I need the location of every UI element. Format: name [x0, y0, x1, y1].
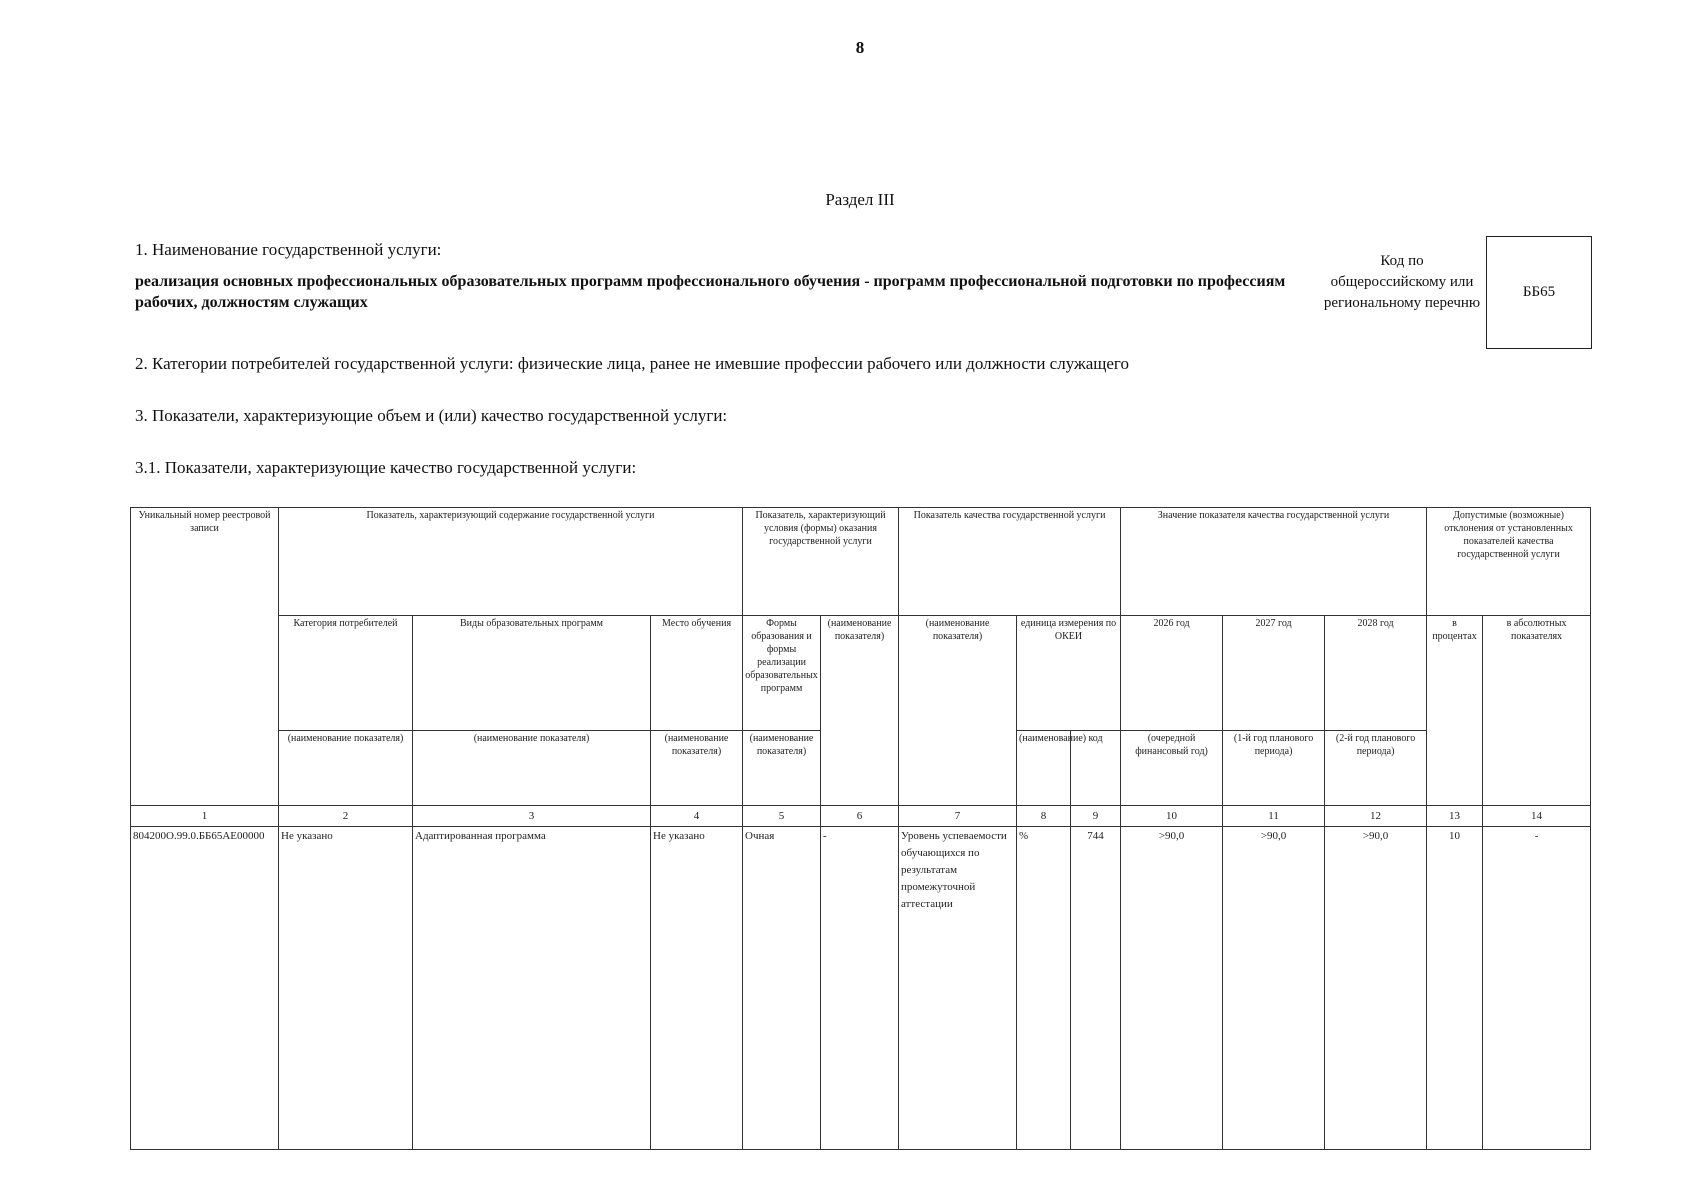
column-number: 7: [899, 806, 1017, 827]
cell-value-2028: >90,0: [1325, 827, 1427, 1150]
header-unit-okei: единица измерения по ОКЕИ: [1017, 616, 1121, 731]
cell-program-type: Адаптированная программа: [413, 827, 651, 1150]
header-percent: в процентах: [1427, 616, 1483, 806]
header-indicator-name-6: (наименование показателя): [821, 616, 899, 806]
column-numbers-row: [131, 806, 1591, 827]
column-number: 3: [413, 806, 651, 827]
subheader-name-3: (наименование показателя): [413, 731, 651, 806]
quality-indicators-heading: 3.1. Показатели, характеризующие качество государственной услуги:: [135, 458, 637, 477]
consumer-categories: 2. Категории потребителей государственной услуги: физические лица, ранее не имевшие профессии рабочего или должности служащего: [135, 354, 1129, 373]
cell-indicator-6: -: [821, 827, 899, 1150]
cell-study-place: Не указано: [651, 827, 743, 1150]
column-number: 5: [743, 806, 821, 827]
column-number: 14: [1483, 806, 1591, 827]
cell-deviation-percent: 10: [1427, 827, 1483, 1150]
section-title: Раздел III: [825, 190, 895, 209]
cell-value-2026: >90,0: [1121, 827, 1223, 1150]
column-number: 8: [1017, 806, 1071, 827]
cell-unit-name: %: [1017, 827, 1071, 1150]
cell-value-2027: >90,0: [1223, 827, 1325, 1150]
page-number: 8: [855, 38, 865, 57]
cell-unit-code: 744: [1071, 827, 1121, 1150]
quality-indicators-table: [130, 507, 1591, 1150]
cell-registry-number: 804200О.99.0.ББ65АЕ00000: [131, 827, 279, 1150]
header-consumer-category: Категория потребителей: [279, 616, 413, 731]
header-program-types: Виды образовательных программ: [413, 616, 651, 731]
header-deviation: Допустимые (возможные) отклонения от установленных показателей качества государственной услуги: [1427, 508, 1591, 616]
cell-quality-indicator: Уровень успеваемости обучающихся по результатам промежуточной аттестации: [899, 827, 1017, 1150]
cell-education-form: Очная: [743, 827, 821, 1150]
subheader-plan-year-2: (2-й год планового периода): [1325, 731, 1427, 806]
code-box: [1486, 236, 1592, 349]
column-number: 13: [1427, 806, 1483, 827]
header-year-2027: 2027 год: [1223, 616, 1325, 731]
table-row: [131, 827, 1591, 1150]
subheader-name-5: (наименование показателя): [743, 731, 821, 806]
subheader-next-year: (очередной финансовый год): [1121, 731, 1223, 806]
column-number: 9: [1071, 806, 1121, 827]
cell-consumer-category: Не указано: [279, 827, 413, 1150]
service-name-label: 1. Наименование государственной услуги:: [135, 240, 442, 259]
service-name: реализация основных профессиональных образовательных программ профессионального обучения - программ профессиональной подготовки по профессиям рабочих, должностям служащих: [135, 273, 1286, 311]
subheader-plan-year-1: (1-й год планового периода): [1223, 731, 1325, 806]
code-value: ББ65: [1522, 284, 1556, 300]
header-year-2026: 2026 год: [1121, 616, 1223, 731]
header-indicator-value: Значение показателя качества государственной услуги: [1121, 508, 1427, 616]
cell-deviation-absolute: -: [1483, 827, 1591, 1150]
header-education-forms: Формы образования и формы реализации образовательных программ: [743, 616, 821, 731]
header-indicator-name-7: (наименование показателя): [899, 616, 1017, 806]
header-absolute: в абсолютных показателях: [1483, 616, 1591, 806]
column-number: 2: [279, 806, 413, 827]
header-unique-number: Уникальный номер реестровой записи: [131, 508, 279, 806]
column-number: 11: [1223, 806, 1325, 827]
header-study-place: Место обучения: [651, 616, 743, 731]
header-year-2028: 2028 год: [1325, 616, 1427, 731]
subheader-name-2: (наименование показателя): [279, 731, 413, 806]
subheader-unit-code: код: [1071, 731, 1121, 806]
header-content-indicator: Показатель, характеризующий содержание государственной услуги: [279, 508, 743, 616]
indicators-heading: 3. Показатели, характеризующие объем и (или) качество государственной услуги:: [135, 406, 728, 425]
column-number: 12: [1325, 806, 1427, 827]
column-number: 4: [651, 806, 743, 827]
column-number: 6: [821, 806, 899, 827]
header-quality-indicator: Показатель качества государственной услуги: [899, 508, 1121, 616]
column-number: 1: [131, 806, 279, 827]
column-number: 10: [1121, 806, 1223, 827]
subheader-unit-name: (наименование): [1017, 731, 1071, 806]
subheader-name-4: (наименование показателя): [651, 731, 743, 806]
code-label: Код по общероссийскому или региональному перечню: [1323, 253, 1481, 311]
header-conditions-indicator: Показатель, характеризующий условия (формы) оказания государственной услуги: [743, 508, 899, 616]
